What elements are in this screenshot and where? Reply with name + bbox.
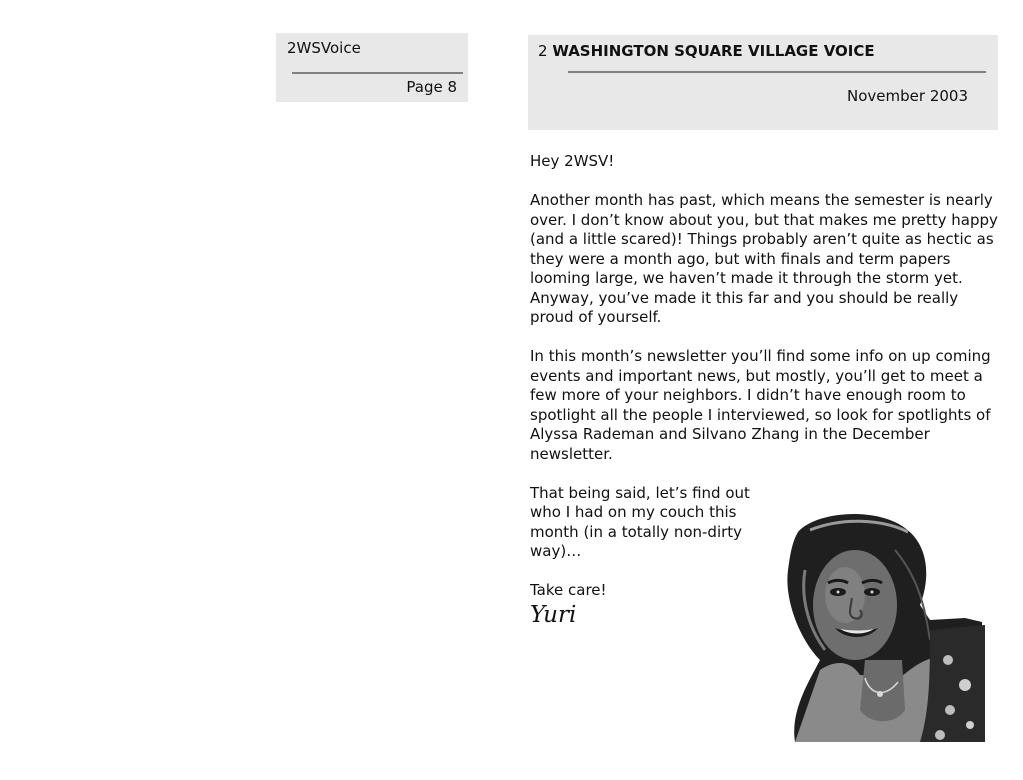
header-divider [568,71,986,73]
title-page-number: 2 [538,42,548,60]
header-divider [292,72,463,74]
title-text: WASHINGTON SQUARE VILLAGE VOICE [552,42,875,60]
letter-paragraph: In this month’s newsletter you’ll find some info on up coming events and important news, but mostly, you’ll get to meet a few more of your neighbors. I didn’t have enough room to spotlight all the people I interviewed, so look for spotlights of Alyssa Rademan and Silvano Zhang in the December newsletter. [530,347,991,463]
issue-date: November 2003 [847,87,968,105]
letter-greeting: Hey 2WSV! [530,152,615,170]
page-number: Page 8 [406,78,457,96]
letter-signature: Yuri [530,601,577,628]
right-page-header [528,35,998,130]
newsletter-title [538,42,875,60]
author-portrait-photo [780,510,985,742]
publication-name: 2WSVoice [287,39,361,57]
letter-paragraph: Another month has past, which means the semester is nearly over. I don’t know about you, but that makes me pretty happy (and a little scared)! Things probably aren’t quite as hectic as they were a month ago, but with finals and term papers looming large, we haven’t made it through the storm yet. Anyway, you’ve made it this far and you should be really proud of yourself. [530,191,998,326]
letter-paragraph: That being said, let’s find out who I had on my couch this month (in a totally non-dirty way)… [530,483,750,560]
left-page-header [276,33,468,102]
letter-closing: Take care! [530,581,607,599]
